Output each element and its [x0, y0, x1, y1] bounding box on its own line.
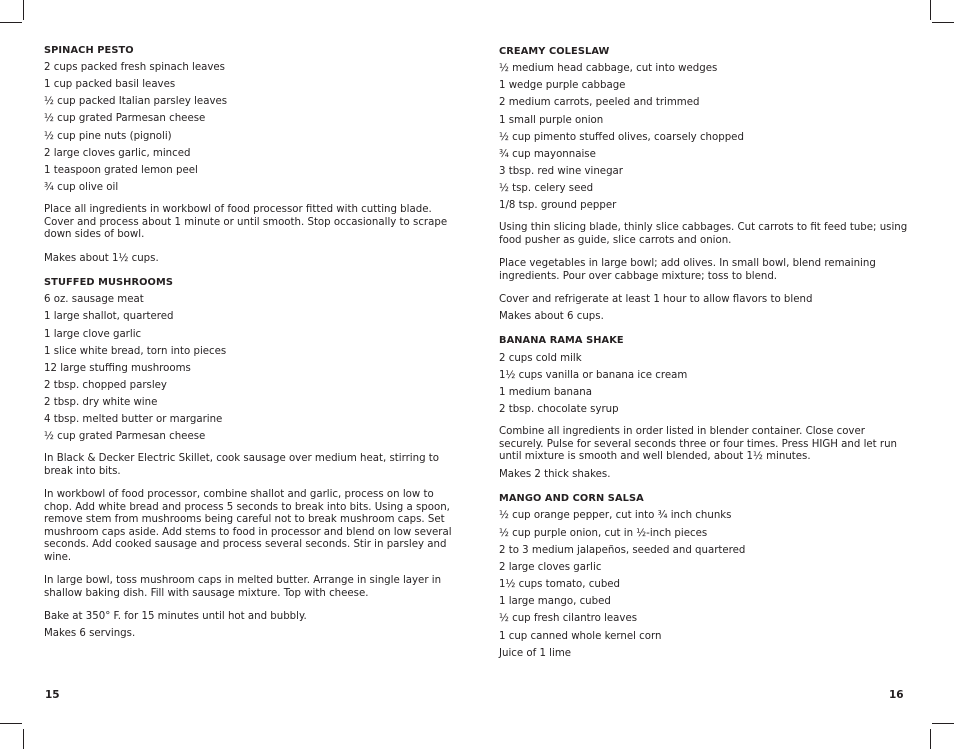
ingredient: ½ cup purple onion, cut in ½-inch pieces	[499, 528, 708, 539]
yield-text: Makes about 1½ cups.	[44, 253, 159, 264]
crop-mark-left-lower	[0, 723, 22, 724]
ingredient: ½ medium head cabbage, cut into wedges	[499, 63, 718, 74]
direction-paragraph: In workbowl of food processor, combine shallot and garlic, process on low to chop. Add white bread and process 5 seconds to break into bits. Using a spoon, remove stem from mushrooms being careful not to break mushroom caps. Set mushroom caps aside. Add stems to food in processor and blend on low several seconds. Add cooked sausage and process several seconds. Stir in parsley and wine.	[44, 489, 452, 563]
ingredient: 2 large cloves garlic, minced	[44, 148, 191, 159]
direction-paragraph: Combine all ingredients in order listed in blender container. Close cover securely. Pulse for several seconds three or four times. Press HIGH and let run until mixture is smooth and well blended, about 1½ minutes.	[499, 426, 898, 463]
page-number: 16	[889, 689, 904, 701]
recipe-title-banana-rama-shake: BANANA RAMA SHAKE	[499, 335, 624, 346]
ingredient: ½ cup fresh cilantro leaves	[499, 613, 638, 624]
crop-mark-bottom-left	[23, 729, 24, 749]
yield-text: Makes 6 servings.	[44, 628, 136, 639]
ingredient: ½ cup grated Parmesan cheese	[44, 113, 206, 124]
ingredient: 12 large stuffing mushrooms	[44, 363, 191, 374]
ingredient: 1/8 tsp. ground pepper	[499, 200, 617, 211]
direction-line: Bake at 350° F. for 15 minutes until hot and bubbly.	[44, 611, 307, 622]
ingredient: ½ tsp. celery seed	[499, 183, 594, 194]
recipe-title-mango-corn-salsa: MANGO AND CORN SALSA	[499, 493, 644, 504]
ingredient: ¾ cup olive oil	[44, 182, 119, 193]
direction-paragraph: In Black & Decker Electric Skillet, cook sausage over medium heat, stirring to break into bits.	[44, 453, 439, 477]
ingredient: ½ cup packed Italian parsley leaves	[44, 96, 228, 107]
ingredient: 2 large cloves garlic	[499, 562, 602, 573]
ingredient: 1 medium banana	[499, 387, 592, 398]
direction-paragraph: Place all ingredients in workbowl of food processor fitted with cutting blade. Cover and process about 1 minute or until smooth. Stop occasionally to scrape down sides of bowl.	[44, 204, 448, 241]
crop-mark-right-lower	[932, 723, 954, 724]
ingredient: ½ cup pine nuts (pignoli)	[44, 131, 172, 142]
ingredient: 1 slice white bread, torn into pieces	[44, 346, 227, 357]
ingredient: 2 tbsp. chopped parsley	[44, 380, 167, 391]
page-number: 15	[45, 689, 60, 701]
ingredient: 2 to 3 medium jalapeños, seeded and quartered	[499, 545, 746, 556]
ingredient: ¾ cup mayonnaise	[499, 149, 596, 160]
ingredient: 1 large clove garlic	[44, 329, 142, 340]
ingredient: 1 large shallot, quartered	[44, 311, 174, 322]
crop-mark-right-upper	[932, 22, 954, 23]
ingredient: 1 large mango, cubed	[499, 596, 611, 607]
ingredient: 1 cup packed basil leaves	[44, 79, 176, 90]
ingredient: ½ cup pimento stuffed olives, coarsely chopped	[499, 132, 744, 143]
ingredient: 1½ cups tomato, cubed	[499, 579, 621, 590]
crop-mark-top-right	[930, 0, 931, 20]
recipe-title-creamy-coleslaw: CREAMY COLESLAW	[499, 46, 610, 57]
crop-mark-top-left	[23, 0, 24, 20]
ingredient: 1½ cups vanilla or banana ice cream	[499, 370, 688, 381]
ingredient: 1 teaspoon grated lemon peel	[44, 165, 198, 176]
ingredient: 2 cups cold milk	[499, 353, 582, 364]
crop-mark-bottom-right	[930, 729, 931, 749]
ingredient: 4 tbsp. melted butter or margarine	[44, 414, 223, 425]
ingredient: 2 tbsp. chocolate syrup	[499, 404, 619, 415]
crop-mark-left-upper	[0, 22, 22, 23]
direction-line: Cover and refrigerate at least 1 hour to allow flavors to blend	[499, 294, 813, 305]
recipe-title-stuffed-mushrooms: STUFFED MUSHROOMS	[44, 277, 173, 288]
ingredient: 1 wedge purple cabbage	[499, 80, 626, 91]
direction-paragraph: Using thin slicing blade, thinly slice cabbages. Cut carrots to fit feed tube; using food pusher as guide, slice carrots and onion.	[499, 222, 908, 246]
ingredient: 6 oz. sausage meat	[44, 294, 144, 305]
direction-paragraph: Place vegetables in large bowl; add olives. In small bowl, blend remaining ingredients. Pour over cabbage mixture; toss to blend.	[499, 258, 876, 282]
direction-paragraph: In large bowl, toss mushroom caps in melted butter. Arrange in single layer in shallow baking dish. Fill with sausage mixture. Top with cheese.	[44, 575, 442, 599]
ingredient: ½ cup orange pepper, cut into ¾ inch chunks	[499, 510, 732, 521]
ingredient: ½ cup grated Parmesan cheese	[44, 431, 206, 442]
ingredient: 2 tbsp. dry white wine	[44, 397, 158, 408]
ingredient: 1 cup canned whole kernel corn	[499, 631, 662, 642]
yield-text: Makes about 6 cups.	[499, 311, 604, 322]
ingredient: 2 cups packed fresh spinach leaves	[44, 62, 225, 73]
yield-text: Makes 2 thick shakes.	[499, 469, 611, 480]
recipe-title-spinach-pesto: SPINACH PESTO	[44, 45, 134, 56]
ingredient: Juice of 1 lime	[499, 648, 572, 659]
ingredient: 3 tbsp. red wine vinegar	[499, 166, 623, 177]
ingredient: 2 medium carrots, peeled and trimmed	[499, 97, 700, 108]
ingredient: 1 small purple onion	[499, 115, 604, 126]
